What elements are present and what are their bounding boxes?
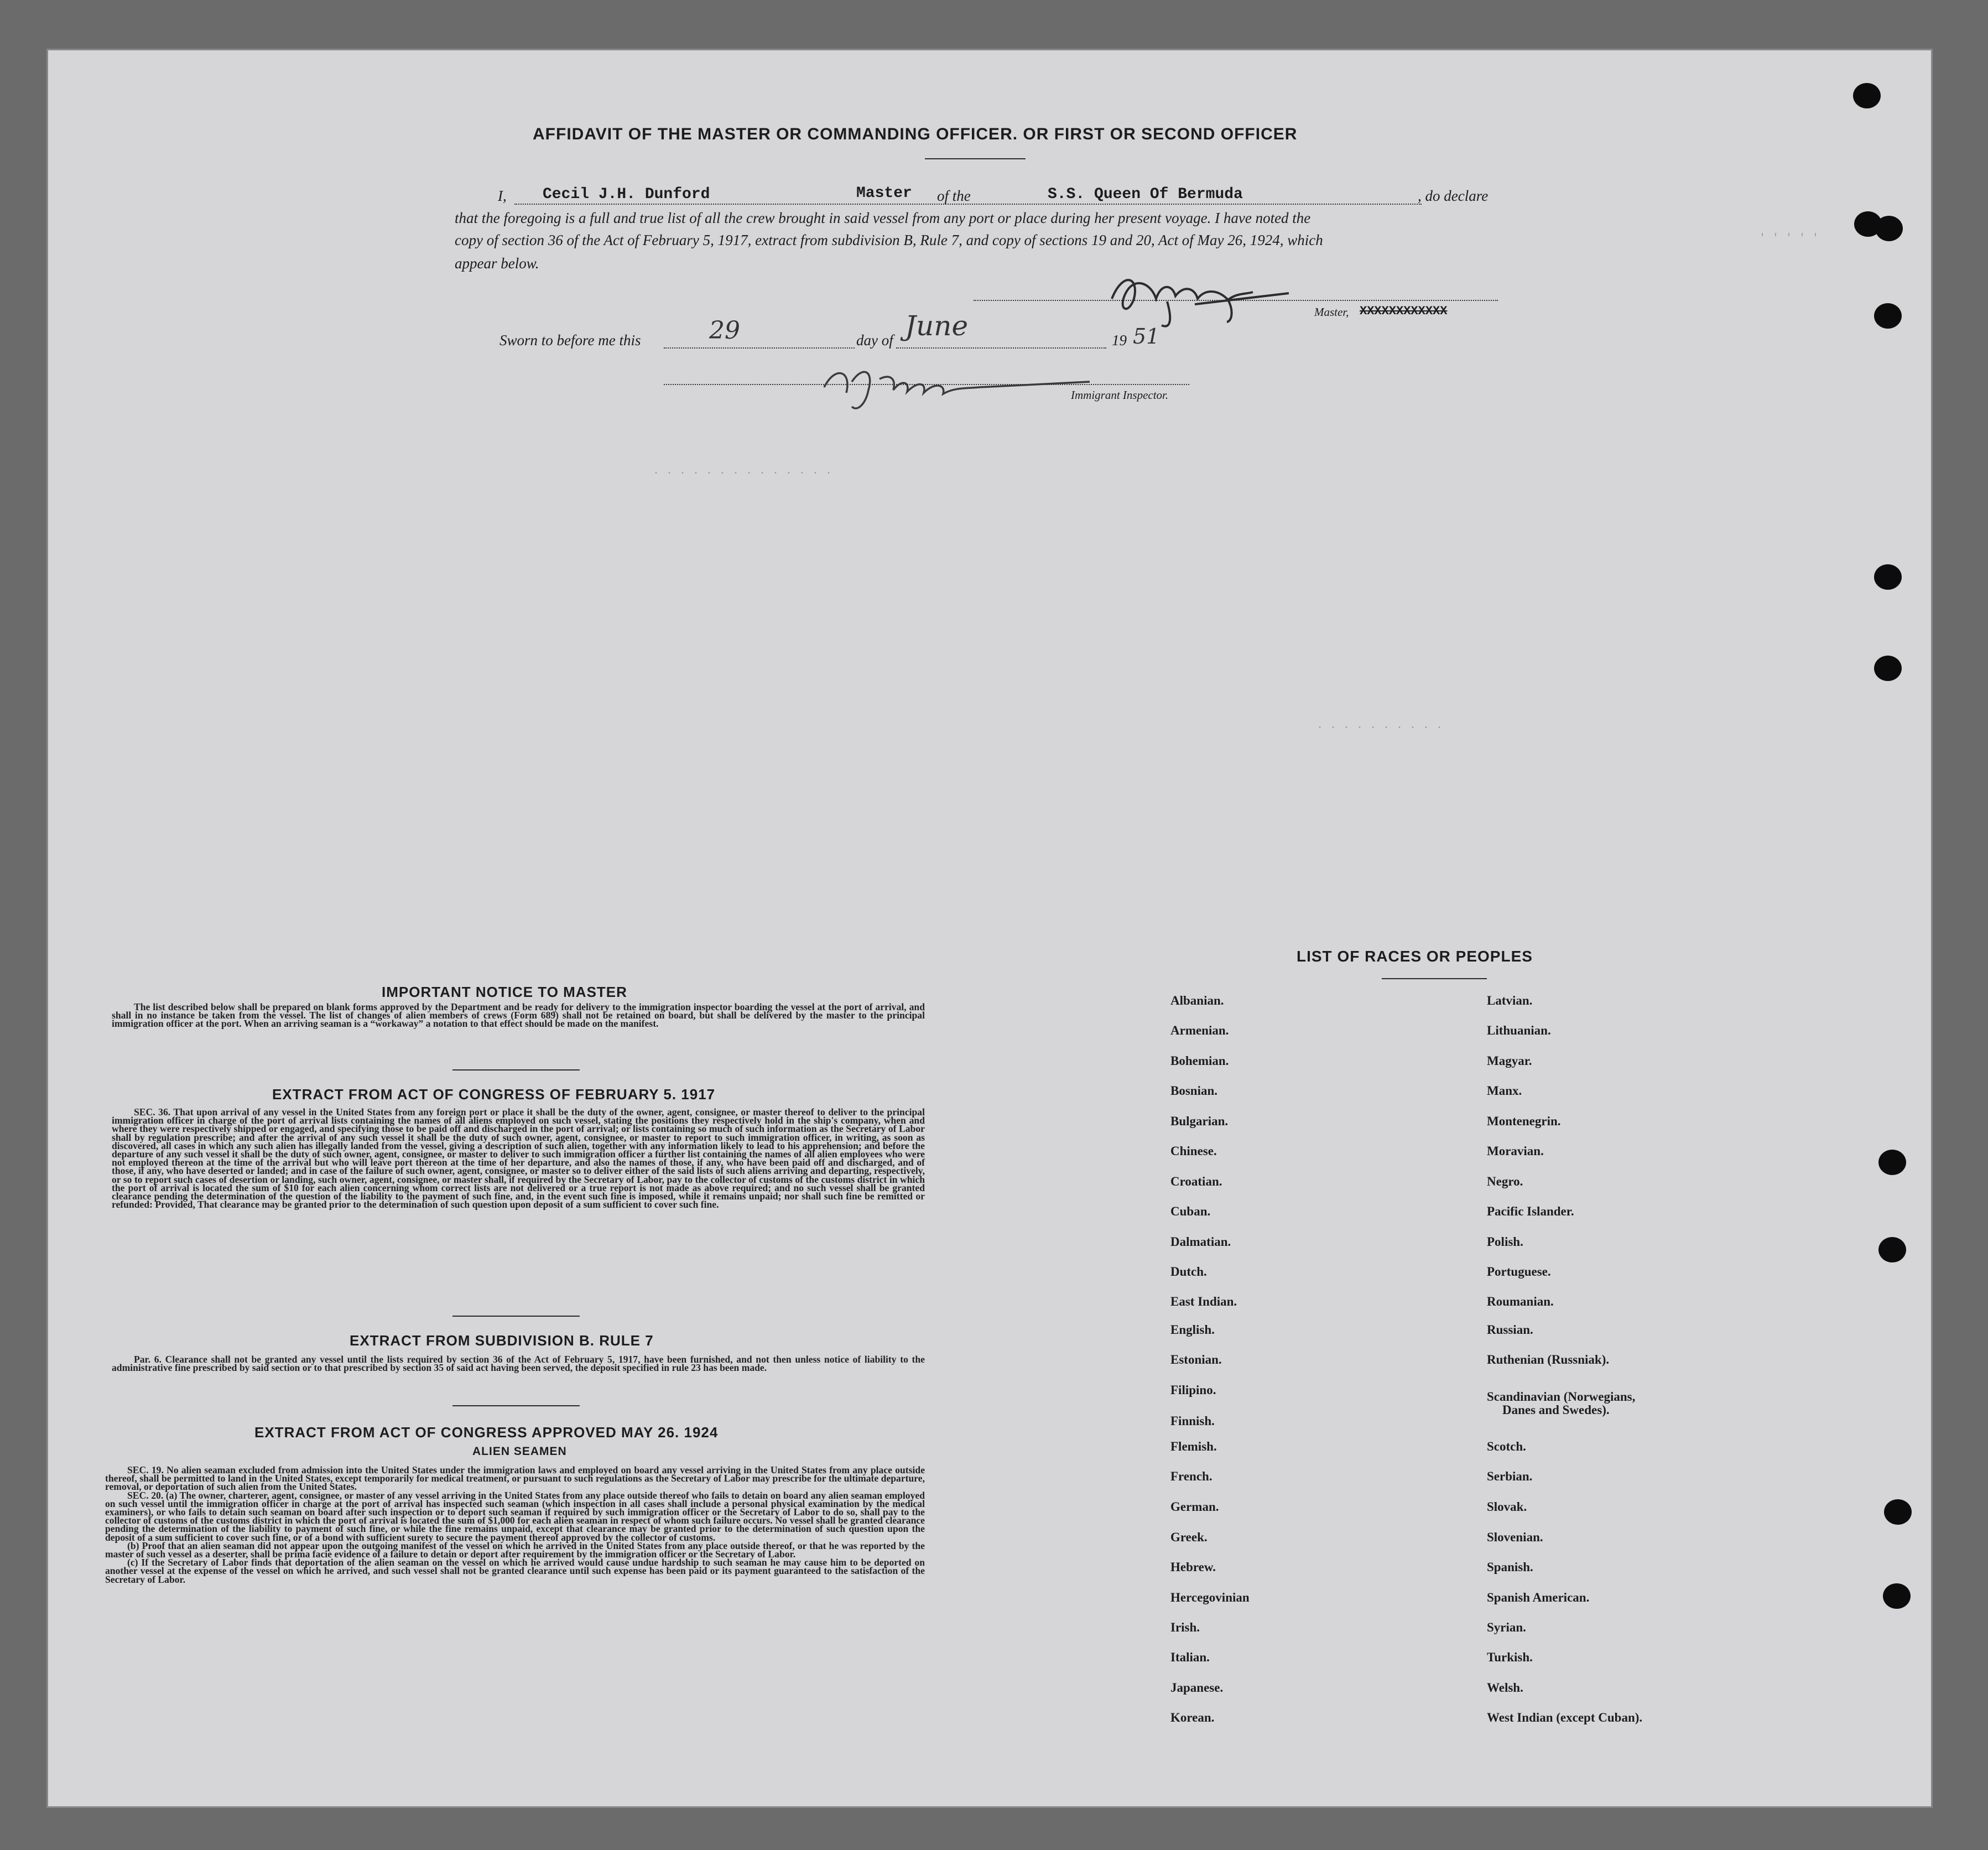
extract-1924-text xyxy=(105,1466,925,1584)
race-item: English. xyxy=(1170,1323,1215,1337)
race-item: Negro. xyxy=(1487,1175,1523,1188)
race-item: Bohemian. xyxy=(1170,1054,1229,1068)
title-divider xyxy=(925,158,1026,159)
notice-title: IMPORTANT NOTICE TO MASTER xyxy=(382,984,627,1000)
race-item: French. xyxy=(1170,1469,1212,1483)
section-20b-paragraph: (b) Proof that an alien seaman did not appear upon the outgoing manifest of the vessel on which he arrived in the United States from any place outside thereof, or that he was reported by the master of such vessel as a deserter, shall be prima facie evidence of a failure to detain or deport after requirement by the immigration officer or the Secretary of Labor. xyxy=(105,1540,925,1560)
master-name: Cecil J.H. Dunford xyxy=(543,186,710,203)
inspector-label: Immigrant Inspector. xyxy=(1071,388,1169,402)
race-item: Hercegovinian xyxy=(1170,1591,1250,1604)
race-item: Finnish. xyxy=(1170,1414,1215,1428)
race-item: Scotch. xyxy=(1487,1440,1526,1453)
race-item: Moravian. xyxy=(1487,1144,1544,1158)
race-item: Dutch. xyxy=(1170,1265,1207,1279)
master-struck-title: XXXXXXXXXXXX xyxy=(1360,304,1448,318)
punch-hole xyxy=(1878,1237,1906,1262)
race-item: Greek. xyxy=(1170,1530,1208,1544)
race-item: Pacific Islander. xyxy=(1487,1204,1574,1218)
sworn-label: Sworn to before me this xyxy=(499,332,641,349)
race-item: German. xyxy=(1170,1500,1219,1514)
race-item: Magyar. xyxy=(1487,1054,1532,1068)
punch-hole xyxy=(1853,83,1881,108)
race-item: Bulgarian. xyxy=(1170,1114,1229,1128)
race-item: Filipino. xyxy=(1170,1383,1216,1397)
section-36-paragraph: SEC. 36. That upon arrival of any vessel in the United States from any foreign port or place it shall be the duty of the owner, agent, consignee, or master thereof to deliver to the principal immigration officer in charge of the port of arrival lists containing the names of all aliens employed on such vessel, stating the positions they respectively hold in the ship's company, when and where they were respectively shipped or engaged, and specifying those to be paid off and discharged in the port of arrival; or lists containing so much of such information as the Secretary of Labor shall by regulation prescribe; and after the arrival of any such vessel it shall be the duty of such owner, agent, consignee, or master to report to such immigration officer, in writing, as soon as discovered, all cases in which any such alien has illegally landed from the vessel, giving a description of such alien, together with any information likely to lead to his apprehension; and before the departure of any such vessel it shall be the duty of such owner, agent, consignee, or master to deliver to such immigration officer a further list containing the names of all alien employees who were not employed thereon at the time of the arrival but who will leave port thereon at the time of her departure, and also the names of those, if any, who have been paid off and discharged, and of those, if any, who have deserted or landed; and in case of the failure of such owner, agent, consignee, or master so to deliver either of the said lists of such aliens arriving and departing, respectively, or so to report such cases of desertion or landing, such owner, agent, consignee, or master shall, if required by the Secretary of Labor, pay to the collector of customs of the customs district in which the port of arrival is located the sum of $10 for each alien concerning whom correct lists are not delivered or a true report is not made as above required; and no such vessel shall be granted clearance pending the determination of the question of the liability to the payment of such fine, and, in the event such fine is imposed, while it remains unpaid; nor shall such fine be remitted or refunded: Provided, That clearance may be granted prior to the determination of such question upon deposit of a sum sufficient to cover such fine. xyxy=(112,1106,925,1210)
race-item: Slovak. xyxy=(1487,1500,1527,1514)
race-item: Japanese. xyxy=(1170,1681,1224,1695)
punch-hole xyxy=(1884,1499,1912,1525)
punch-hole xyxy=(1875,216,1903,241)
race-item: Armenian. xyxy=(1170,1023,1229,1037)
race-item: Welsh. xyxy=(1487,1681,1523,1695)
inspector-signature xyxy=(813,349,1101,415)
race-item: Hebrew. xyxy=(1170,1560,1216,1574)
race-item: Serbian. xyxy=(1487,1469,1533,1483)
race-item: Lithuanian. xyxy=(1487,1023,1551,1037)
extract-1924-title: EXTRACT FROM ACT OF CONGRESS APPROVED MAY 26. 1924 xyxy=(254,1424,719,1441)
race-item: Korean. xyxy=(1170,1711,1215,1724)
race-item: Turkish. xyxy=(1487,1650,1533,1664)
rule-7-text xyxy=(112,1355,925,1372)
race-item: Montenegrin. xyxy=(1487,1114,1561,1128)
sworn-month: June xyxy=(905,310,969,342)
race-item: Ruthenian (Russniak). xyxy=(1487,1353,1610,1366)
race-item: Danes and Swedes). xyxy=(1502,1403,1610,1417)
notice-paragraph: The list described below shall be prepared on blank forms approved by the Department and be ready for delivery to the immigration inspector boarding the vessel at the port of arrival, and shall in no instance be taken from the vessel. The list of changes of alien members of crews (Form 689) shall not be retained on board, but shall be delivered by the master to the principal immigration officer at the port. When an arriving seaman is a “workaway” a notation to that effect should be made on the manifest. xyxy=(112,1001,925,1030)
section-20a-paragraph: SEC. 20. (a) The owner, charterer, agent, consignee, or master of any vessel arriving in the United States from any place outside thereof who fails to detain on board any alien seaman employed on such vessel until the immigration officer in charge at the port of arrival has inspected such seaman (which inspection in all cases shall include a personal physical examination by the medical examiners), or who fails to detain such seaman on board after such inspection or to deport such seaman if required by such immigration officer or the Secretary of Labor to do so, shall pay to the collector of customs of the customs district in which the port of arrival is located the sum of $1,000 for each alien seaman in respect of whom such failure occurs. No vessel shall be granted clearance pending the determination of the liability to payment of such fine, or while the fine remains unpaid, except that clearance may be granted prior to the determination of such question upon the deposit of a sum sufficient to cover such fine, or of a bond with sufficient surety to secure the payment thereof approved by the collector of customs. xyxy=(105,1489,925,1543)
race-item: Estonian. xyxy=(1170,1353,1222,1366)
affidavit-i-label: I, xyxy=(498,188,507,204)
affidavit-title: AFFIDAVIT OF THE MASTER OR COMMANDING OFFICER. OR FIRST OR SECOND OFFICER xyxy=(533,125,1298,143)
bleed-through-text: ' ' ' ' ' xyxy=(1759,232,1819,245)
of-the-label: of the xyxy=(937,188,971,204)
race-item: Italian. xyxy=(1170,1650,1210,1664)
year-prefix: 19 xyxy=(1112,332,1127,349)
race-item: Flemish. xyxy=(1170,1440,1217,1453)
affidavit-line-4: appear below. xyxy=(455,255,539,272)
race-item: Irish. xyxy=(1170,1620,1200,1634)
extract-1917-text xyxy=(112,1108,925,1209)
affidavit-line-3: copy of section 36 of the Act of February 5, 1917, extract from subdivision B, Rule 7, and copy of sections 19 and 20, Act of May 26, 1924, which xyxy=(455,232,1323,248)
affidavit-line-2: that the foregoing is a full and true list of all the crew brought in said vessel from any port or place during her present voyage. I have noted the xyxy=(455,210,1311,226)
race-item: Cuban. xyxy=(1170,1204,1211,1218)
race-item: Roumanian. xyxy=(1487,1295,1554,1308)
race-item: Spanish. xyxy=(1487,1560,1533,1574)
race-item: Manx. xyxy=(1487,1084,1522,1098)
bleed-through-text: . . . . . . . . . . xyxy=(1316,719,1443,732)
sworn-day: 29 xyxy=(709,316,740,345)
extract-1917-title: EXTRACT FROM ACT OF CONGRESS OF FEBRUARY 5. 1917 xyxy=(272,1086,716,1103)
divider xyxy=(452,1069,580,1070)
race-item: Slovenian. xyxy=(1487,1530,1543,1544)
section-20c-paragraph: (c) If the Secretary of Labor finds that deportation of the alien seaman on the vessel on which he arrived would cause undue hardship to such seaman he may cause him to be deported on another vessel at the expense of the vessel on which he arrived, and such vessel shall not be granted clearance until such expense has been paid or its payment guaranteed to the satisfaction of the Secretary of Labor. xyxy=(105,1557,925,1585)
punch-hole xyxy=(1883,1583,1911,1609)
race-item: Bosnian. xyxy=(1170,1084,1218,1098)
race-item: Portuguese. xyxy=(1487,1265,1551,1279)
races-title: LIST OF RACES OR PEOPLES xyxy=(1297,948,1533,965)
declare-tail: , do declare xyxy=(1418,188,1489,204)
race-item: Scandinavian (Norwegians, xyxy=(1487,1390,1636,1404)
alien-seamen-subtitle: ALIEN SEAMEN xyxy=(472,1445,567,1458)
race-item: Latvian. xyxy=(1487,994,1533,1007)
race-item: Dalmatian. xyxy=(1170,1235,1231,1249)
punch-hole xyxy=(1878,1150,1906,1175)
bleed-through-text: . . . . . . . . . . . . . . xyxy=(653,465,832,477)
race-item: Spanish American. xyxy=(1487,1591,1590,1604)
day-of-label: day of xyxy=(856,332,893,349)
notice-text xyxy=(112,1003,925,1028)
race-item: Croatian. xyxy=(1170,1175,1222,1188)
master-signature xyxy=(1101,260,1300,332)
race-item: Chinese. xyxy=(1170,1144,1217,1158)
race-item: West Indian (except Cuban). xyxy=(1487,1711,1643,1724)
paragraph-6: Par. 6. Clearance shall not be granted any vessel until the lists required by section 36 of the Act of February 5, 1917, have been furnished, and not then unless notice of liability to the administrative fine prescribed by said section or to that prescribed by section 35 of said act having been served, the deposit specified in rule 23 has been made. xyxy=(112,1354,925,1374)
section-19-paragraph: SEC. 19. No alien seaman excluded from admission into the United States under the immigration laws and employed on board any vessel arriving in the United States from any place outside thereof, shall be permitted to land in the United States, except temporarily for medical treatment, or pursuant to such regulations as the Secretary of Labor may prescribe for the ultimate departure, removal, or deportation of such alien from the United States. xyxy=(105,1464,925,1493)
punch-hole xyxy=(1874,303,1902,329)
race-item: Polish. xyxy=(1487,1235,1523,1249)
vessel-name: S.S. Queen Of Bermuda xyxy=(1048,186,1243,203)
punch-hole xyxy=(1874,564,1902,590)
race-item: East Indian. xyxy=(1170,1295,1237,1308)
race-item: Russian. xyxy=(1487,1323,1533,1337)
divider xyxy=(452,1316,580,1317)
divider xyxy=(452,1405,580,1406)
divider xyxy=(1382,978,1487,979)
rank: Master xyxy=(856,185,912,202)
rule-7-title: EXTRACT FROM SUBDIVISION B. RULE 7 xyxy=(350,1332,654,1349)
race-item: Albanian. xyxy=(1170,994,1224,1007)
year-suffix: 51 xyxy=(1133,324,1160,349)
master-label: Master, xyxy=(1314,305,1349,319)
punch-hole xyxy=(1874,656,1902,681)
race-item: Syrian. xyxy=(1487,1620,1526,1634)
